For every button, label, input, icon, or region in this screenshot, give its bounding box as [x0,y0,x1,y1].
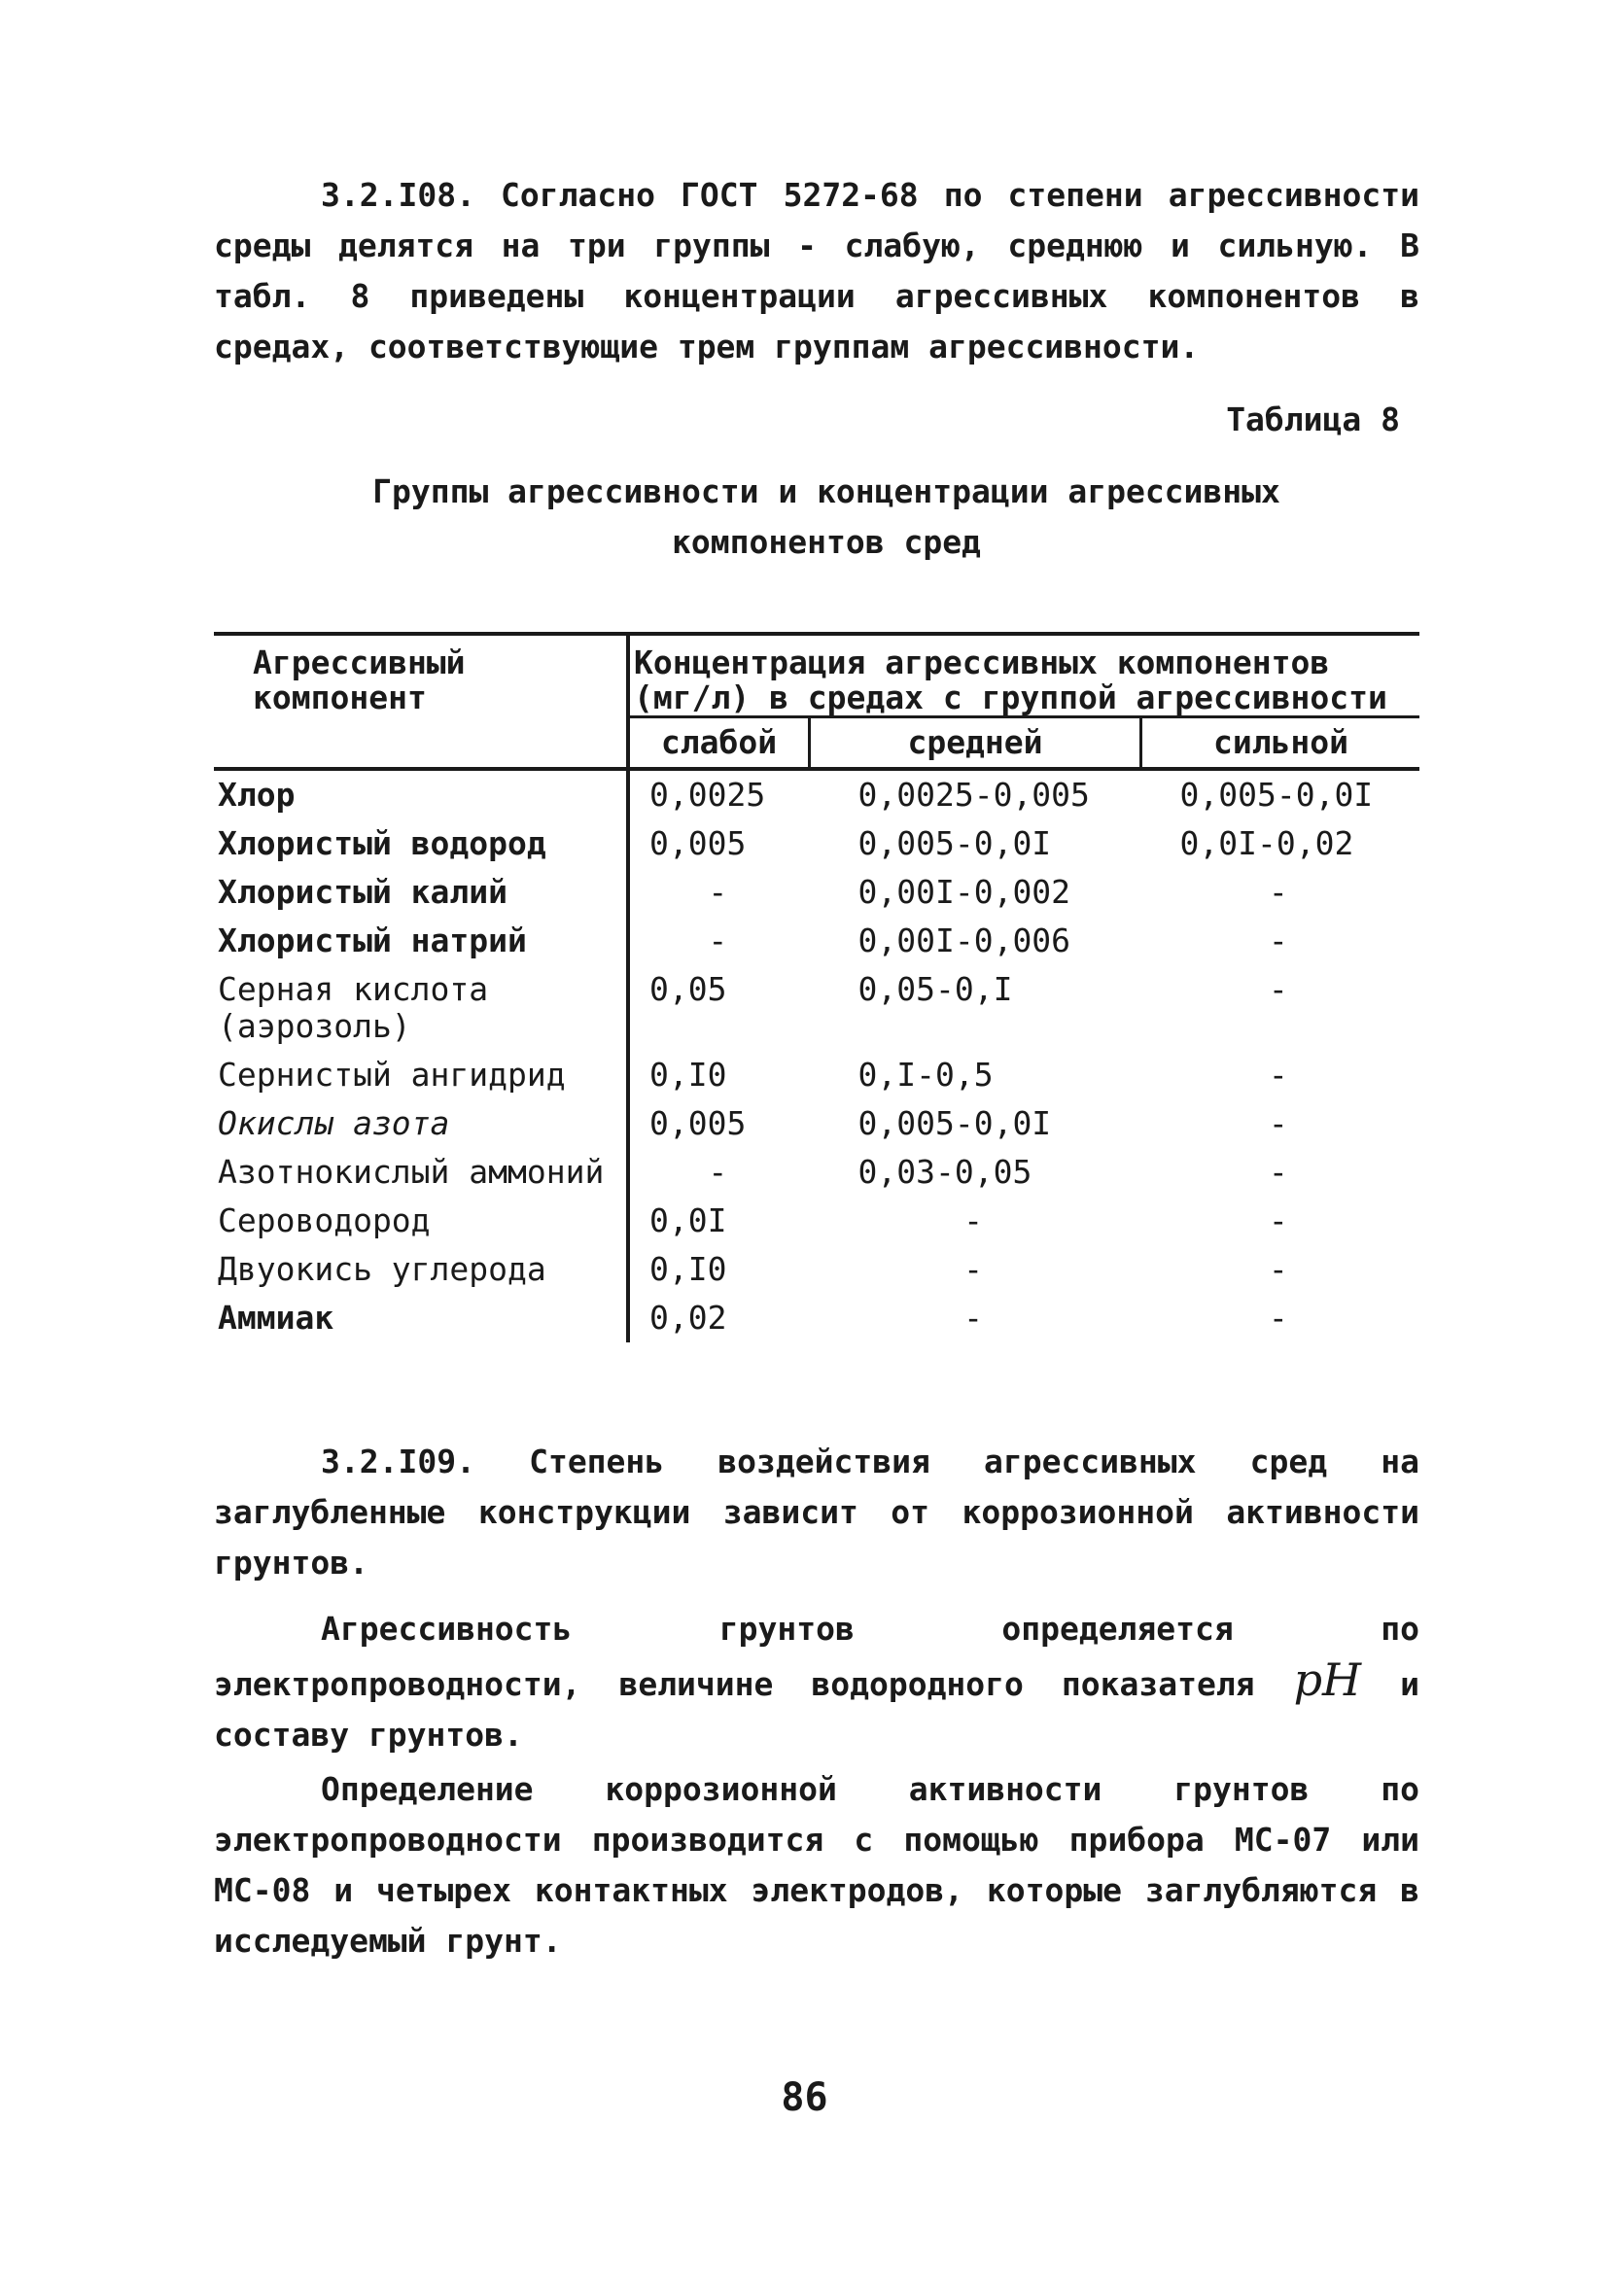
row-strong: - [1268,922,1288,959]
row-strong: - [1268,873,1288,911]
table-row [214,1099,1419,1148]
row-component: Сернистый ангидрид [218,1056,566,1094]
row-weak: 0,0025 [628,769,810,819]
row-weak: - [628,868,810,917]
ph-handwritten: pH [1293,1653,1362,1706]
table-row [214,1051,1419,1099]
table-row [214,1148,1419,1197]
table-row [214,1294,1419,1342]
row-strong: 0,005-0,0I [1179,776,1374,814]
paragraph-3-2-109: 3.2.I09. Степень воздействия агрессивных сред на заглубленные конструкции зависит от коррозионной активности грунтов. [214,1443,1419,1582]
paragraph-aggressiveness [214,1604,1419,1760]
row-weak: 0,005 [628,1099,810,1148]
row-component: Хлористый водород [218,824,546,862]
aggressiveness-table [214,632,1419,1342]
row-strong: - [1268,1056,1288,1094]
row-medium: 0,I-0,5 [857,1056,994,1094]
page-number: 86 [781,2075,828,2120]
row-component: Окислы азота [218,1104,450,1142]
row-medium: 0,00I-0,006 [857,922,1071,959]
row-weak: 0,I0 [628,1051,810,1099]
row-component: Сероводород [218,1201,431,1239]
row-strong: - [1268,1299,1288,1337]
row-medium: 0,03-0,05 [857,1153,1032,1191]
row-medium: - [963,1299,983,1337]
row-weak: 0,02 [628,1294,810,1342]
row-medium: 0,00I-0,002 [857,873,1071,911]
table-label: Таблица 8 [1226,400,1400,438]
row-weak: 0,I0 [628,1245,810,1294]
row-strong: - [1268,970,1288,1008]
row-medium: 0,0025-0,005 [857,776,1090,814]
header-weak: слабой [628,717,810,770]
header-strong: сильной [1141,717,1420,770]
row-strong: 0,0I-0,02 [1179,824,1354,862]
row-component: Двуокись углерода [218,1250,546,1288]
header-blank [214,717,628,770]
table-row [214,769,1419,819]
row-component: Хлористый натрий [218,922,527,959]
row-component: Аммиак [218,1299,334,1337]
row-medium: 0,05-0,I [857,970,1013,1008]
row-component: Хлористый калий [218,873,508,911]
row-strong: - [1268,1153,1288,1191]
table-row [214,1245,1419,1294]
table-title-line-1: Группы агрессивности и концентрации агрессивных [372,472,1280,510]
row-weak: 0,05 [628,965,810,1051]
aggressiveness-table-wrap [214,632,1419,1342]
row-weak: 0,0I [628,1197,810,1245]
table-row [214,868,1419,917]
header-concentration: Концентрация агрессивных компонентов (мг/л) в средах с группой агрессивности [628,634,1419,717]
row-medium: - [963,1250,983,1288]
header-component: Агрессивный компонент [214,634,628,717]
row-component: Азотнокислый аммоний [218,1153,605,1191]
table-row [214,965,1419,1051]
row-medium: 0,005-0,0I [857,824,1052,862]
aggressiveness-text-before: Агрессивность грунтов определяется по электропроводности, величине водородного показателя [214,1610,1419,1703]
row-strong: - [1268,1250,1288,1288]
row-weak: 0,005 [628,819,810,868]
table-row [214,1197,1419,1245]
table-title [292,467,1361,568]
row-medium: 0,005-0,0I [857,1104,1052,1142]
row-strong: - [1268,1201,1288,1239]
row-component: Хлор [218,776,296,814]
row-medium: - [963,1201,983,1239]
row-weak: - [628,917,810,965]
row-weak: - [628,1148,810,1197]
table-row [214,917,1419,965]
row-strong: - [1268,1104,1288,1142]
paragraph-3-2-108: 3.2.I08. Согласно ГОСТ 5272-68 по степени агрессивности среды делятся на три группы - слабую, среднюю и сильную. В табл. 8 приведены концентрации агрессивных компонентов в средах, соответствующие трем группам агрессивности. [214,176,1419,365]
paragraph-determination: Определение коррозионной активности грунтов по электропроводности производится с помощью прибора МС-07 или МС-08 и четырех контактных электродов, которые заглубляются в исследуемый грунт. [214,1770,1419,1960]
row-component: Серная кислота (аэрозоль) [218,970,489,1045]
table-title-line-2: компонентов сред [672,523,981,561]
header-medium: средней [810,717,1141,770]
table-row [214,819,1419,868]
aggressiveness-text-after: и составу грунтов. [214,1665,1419,1754]
